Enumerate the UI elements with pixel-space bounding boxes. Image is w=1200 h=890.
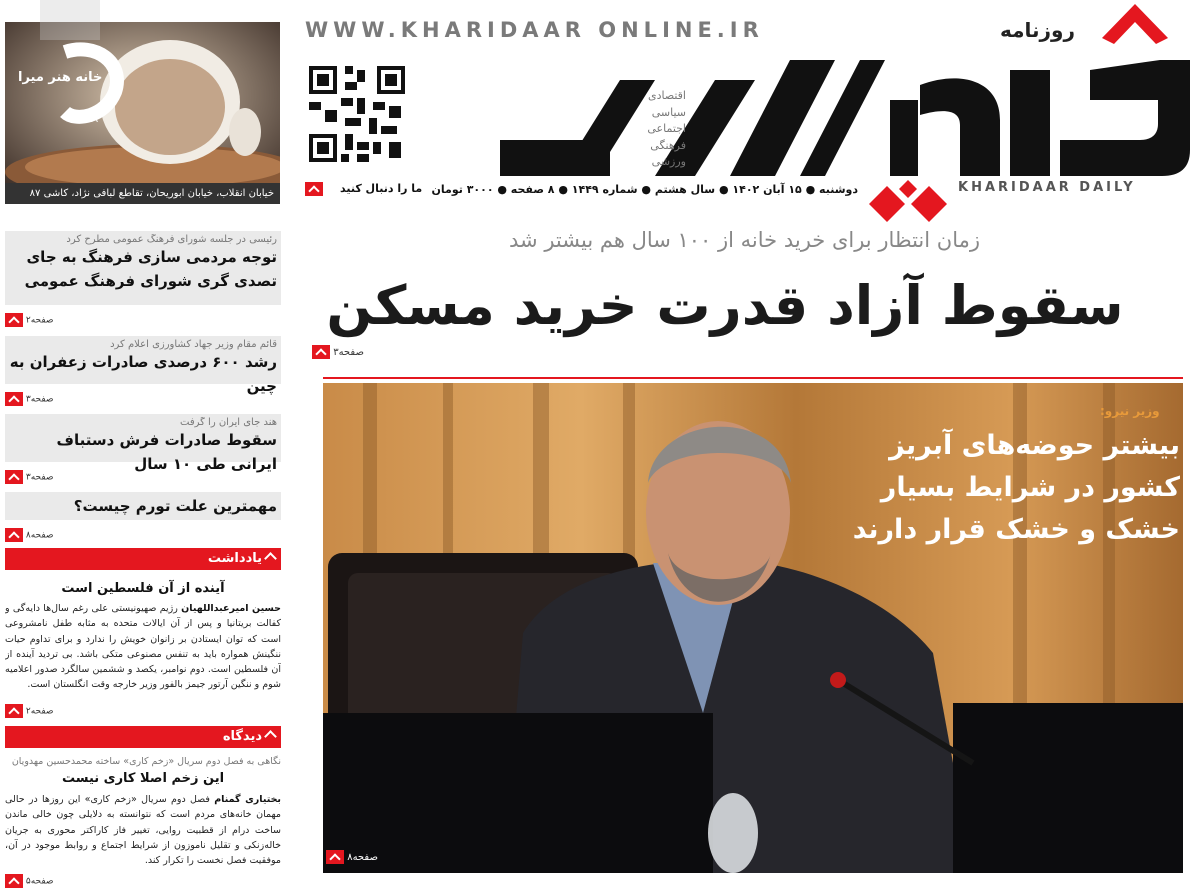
ad-watermark	[40, 0, 100, 40]
column-text: رژیم صهیونیستی علی رغم سال‌ها دایه‌گی و کفالت بریتانیا و پس از آن ایالات متحده به مثابه طفل نامشروعی است که توان ایستادن بر زانوان خویش را ندارد و برای تداوم حیات ننگینش همواره باید به تنفس مصنوعی متکی باشد. بی تردید آینده از آن فلسطین است. دوم نوامبر، یکصد و ششمین سالگرد صدور اعلامیه شوم و ننگین آرتور جیمز بالفور وزیر خارجه وقت انگلستان است.	[5, 603, 281, 691]
column-kicker: نگاهی به فصل دوم سریال «زخم کاری» ساخته محمدحسین مهدویان	[11, 756, 281, 767]
sidebar-news-item[interactable]	[5, 414, 281, 473]
column-text: فصل دوم سریال «زخم کاری» این روزها در حالی مهمان خانه‌های مردم است که نتوانسته به دلایلی چون خالی ماندن ساخت درام از قطبیت روایی، تغییر فاز کاراکتر محوری به جریان خاله‌زنکی و تقلیل ناموزون از شرایط اجتماع و روابط موجود در آن، موفقیت فصل نخست را تکرار کند.	[5, 794, 281, 867]
headline-page-ref[interactable]	[312, 345, 364, 359]
ad-banner[interactable]	[5, 22, 280, 204]
page-chevron-icon	[5, 704, 23, 718]
ad-title: خانه هنر میرا	[18, 70, 103, 85]
news-title: توجه مردمی سازی فرهنگ به جای تصدی گری شورای فرهنگ عمومی	[24, 248, 277, 290]
column-title[interactable]: این زخم اصلا کاری نیست	[61, 771, 225, 786]
page-chevron-icon	[326, 850, 344, 864]
site-url[interactable]: WWW.KHARIDAAR ONLINE.IR	[305, 18, 764, 42]
sidebar-news-item[interactable]	[5, 336, 281, 395]
news-title: رشد ۶۰۰ درصدی صادرات زعفران به چین	[9, 353, 277, 395]
news-page-label: صفحه۳	[25, 472, 54, 483]
front-headline[interactable]: سقوط آزاد قدرت خرید مسکن	[326, 274, 1124, 337]
photo-story-headline[interactable]: بیشتر حوضه‌های آبریز کشور در شرایط بسیار خشک و خشک قرار دارند	[852, 430, 1180, 545]
column-page-label: صفحه۵	[25, 876, 54, 887]
photo-story-page-ref[interactable]	[326, 850, 378, 864]
news-title: سقوط صادرات فرش دستباف ایرانی طی ۱۰ سال	[56, 431, 277, 473]
news-title: مهمترین علت تورم چیست؟	[73, 497, 277, 515]
news-page-ref[interactable]	[5, 528, 54, 542]
news-page-label: صفحه۳	[25, 394, 54, 405]
ad-brand: MIRA	[73, 114, 98, 125]
news-kicker: رئیسی در جلسه شورای فرهنگ عمومی مطرح کرد	[66, 234, 277, 245]
brand-diamonds-icon	[865, 180, 953, 226]
page-chevron-icon	[5, 470, 23, 484]
page-chevron-icon	[5, 313, 23, 327]
chevron-up-icon	[264, 730, 277, 743]
news-page-label: صفحه۲	[25, 315, 54, 326]
column-page-ref[interactable]	[5, 874, 54, 888]
page-chevron-icon	[5, 392, 23, 406]
roozname-label: روزنامه	[1000, 18, 1075, 42]
sidebar-news-item[interactable]	[5, 231, 281, 305]
column-body	[5, 792, 281, 868]
ad-address: خیابان انقلاب، خیابان ابوریحان، تقاطع لبافی نژاد، کاشی ۸۷	[5, 183, 280, 204]
sidebar-news-item[interactable]	[5, 492, 281, 520]
front-subheadline: زمان انتظار برای خرید خانه از ۱۰۰ سال هم بیشتر شد	[509, 228, 980, 252]
section-didgah-header: دیدگاه	[5, 726, 281, 748]
follow-us[interactable]	[340, 182, 422, 195]
photo-story-kicker: وزیر نیرو:	[1100, 404, 1160, 418]
qr-code[interactable]	[305, 62, 409, 166]
daily-label: KHARIDAAR DAILY	[958, 180, 1136, 195]
masthead-logo	[490, 40, 1190, 180]
page-chevron-icon	[5, 874, 23, 888]
photo-story-page-label: صفحه۸	[347, 852, 378, 863]
news-page-ref[interactable]	[5, 470, 54, 484]
column-page-ref[interactable]	[5, 704, 54, 718]
column-body	[5, 601, 281, 701]
headline-page-label: صفحه۳	[333, 347, 364, 358]
follow-label: ما را دنبال کنید	[340, 182, 423, 195]
news-kicker: هند جای ایران را گرفت	[180, 417, 277, 428]
column-page-label: صفحه۲	[25, 706, 54, 717]
news-kicker: قائم مقام وزیر جهاد کشاورزی اعلام کرد	[110, 339, 277, 350]
chevron-up-icon	[264, 552, 277, 565]
news-page-label: صفحه۸	[25, 530, 54, 541]
masthead-tagline: اقتصادی سیاسی اجتماعی فرهنگی ورزشی	[647, 89, 686, 168]
page-chevron-icon	[5, 528, 23, 542]
news-page-ref[interactable]	[5, 392, 54, 406]
follow-icon	[305, 182, 323, 196]
issue-info: دوشنبه ● ۱۵ آبان ۱۴۰۲ ● سال هشتم ● شماره ۱۴۴۹ ● ۸ صفحه ● ۳۰۰۰ تومان	[431, 183, 858, 196]
page-chevron-icon	[312, 345, 330, 359]
column-title[interactable]: آینده از آن فلسطین است	[61, 581, 225, 596]
ad-coffee-image	[5, 22, 280, 204]
section-yaddasht-header: یادداشت	[5, 548, 281, 570]
column-author: حسین امیرعبداللهیان	[181, 603, 281, 614]
news-page-ref[interactable]	[5, 313, 54, 327]
photo-divider	[323, 377, 1183, 379]
column-author: بختیاری گمنام	[214, 794, 281, 805]
